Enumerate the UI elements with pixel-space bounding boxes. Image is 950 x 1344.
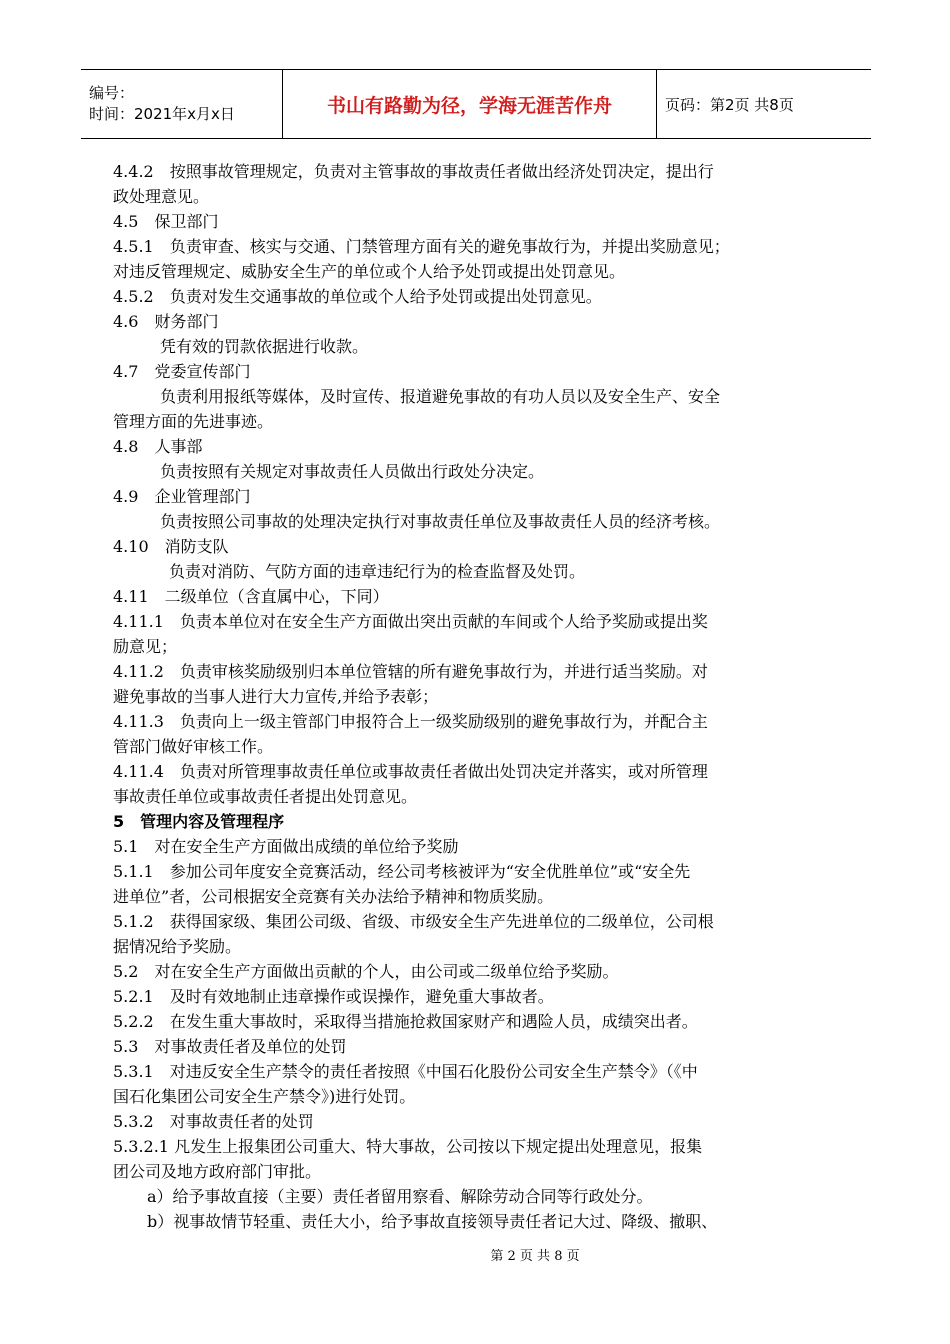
text-line: 4.5.2 负责对发生交通事故的单位或个人给予处罚或提出处罚意见。 [113,287,602,306]
section-heading: 4.10 消防支队 [113,537,229,556]
header-right-cell [657,70,871,138]
section-heading: 5.2 对在安全生产方面做出贡献的个人，由公司或二级单位给予奖励。 [113,962,619,981]
section-heading: 5.1 对在安全生产方面做出成绩的单位给予奖励 [113,837,459,856]
text-line: 进单位”者，公司根据安全竞赛有关办法给予精神和物质奖励。 [113,887,554,906]
text-line: 4.11.2 负责审核奖励级别归本单位管辖的所有避免事故行为，并进行适当奖励。对 [113,662,708,681]
text-line: 负责按照公司事故的处理决定执行对事故责任单位及事故责任人员的经济考核。 [160,512,721,531]
text-line: 据情况给予奖励。 [113,937,242,956]
text-line: 负责按照有关规定对事故责任人员做出行政处分决定。 [160,462,545,481]
page-header [81,69,871,139]
section-heading: 4.7 党委宣传部门 [113,362,251,381]
header-left-cell [81,70,283,138]
text-line: 凭有效的罚款依据进行收款。 [160,337,369,356]
section-heading: 4.11 二级单位（含直属中心，下同） [113,587,389,606]
text-line: 4.11.3 负责向上一级主管部门申报符合上一级奖励级别的避免事故行为，并配合主 [113,712,708,731]
text-line: 对违反管理规定、威胁安全生产的单位或个人给予处罚或提出处罚意见。 [113,262,626,281]
page-number-label: 页码：第2页 共8页 [665,95,794,114]
text-line: 国石化集团公司安全生产禁令》)进行处罚。 [113,1087,416,1106]
section-heading: 4.8 人事部 [113,437,203,456]
document-time-label: 时间：2021年x月x日 [89,105,235,123]
text-line: 5.2.1 及时有效地制止违章操作或误操作，避免重大事故者。 [113,987,554,1006]
text-line: 4.11.1 负责本单位对在安全生产方面做出突出贡献的车间或个人给予奖励或提出奖 [113,612,708,631]
header-motto: 书山有路勤为径，学海无涯苦作舟 [326,94,612,117]
text-line: 负责利用报纸等媒体，及时宣传、报道避免事故的有功人员以及安全生产、安全 [160,387,721,406]
section-heading: 5.3 对事故责任者及单位的处罚 [113,1037,347,1056]
list-item: a）给予事故直接（主要）责任者留用察看、解除劳动合同等行政处分。 [147,1187,653,1206]
document-body [113,159,843,1234]
chapter-heading: 5 管理内容及管理程序 [113,812,285,831]
text-line: 4.11.4 负责对所管理事故责任单位或事故责任者做出处罚决定并落实，或对所管理 [113,762,708,781]
text-line: 管部门做好审核工作。 [113,737,274,756]
section-heading: 4.6 财务部门 [113,312,219,331]
page-footer: 第 2 页 共 8 页 [490,1249,580,1264]
section-heading: 4.9 企业管理部门 [113,487,251,506]
text-line: 团公司及地方政府部门审批。 [113,1162,322,1181]
text-line: 事故责任单位或事故责任者提出处罚意见。 [113,787,418,806]
text-line: 政处理意见。 [113,187,210,206]
text-line: 管理方面的先进事迹。 [113,412,274,431]
list-item: b）视事故情节轻重、责任大小，给予事故直接领导责任者记大过、降级、撤职、 [147,1212,718,1231]
text-line: 5.1.2 获得国家级、集团公司级、省级、市级安全生产先进单位的二级单位，公司根 [113,912,714,931]
text-line: 5.1.1 参加公司年度安全竞赛活动，经公司考核被评为“安全优胜单位”或“安全先 [113,862,691,881]
header-motto-cell [283,70,657,138]
section-heading: 5.3.2 对事故责任者的处罚 [113,1112,314,1131]
text-line: 5.3.2.1 凡发生上报集团公司重大、特大事故，公司按以下规定提出处理意见，报集 [113,1137,703,1156]
text-line: 4.4.2 按照事故管理规定，负责对主管事故的事故责任者做出经济处罚决定，提出行 [113,162,714,181]
text-line: 励意见； [113,637,178,656]
document-number-label: 编号： [89,84,135,102]
section-heading: 4.5 保卫部门 [113,212,219,231]
text-line: 5.2.2 在发生重大事故时，采取得当措施抢救国家财产和遇险人员，成绩突出者。 [113,1012,698,1031]
text-line: 负责对消防、气防方面的违章违纪行为的检查监督及处罚。 [169,562,586,581]
text-line: 4.5.1 负责审查、核实与交通、门禁管理方面有关的避免事故行为，并提出奖励意见； [113,237,730,256]
text-line: 避免事故的当事人进行大力宣传,并给予表彰； [113,687,439,706]
text-line: 5.3.1 对违反安全生产禁令的责任者按照《中国石化股份公司安全生产禁令》（《中 [113,1062,698,1081]
